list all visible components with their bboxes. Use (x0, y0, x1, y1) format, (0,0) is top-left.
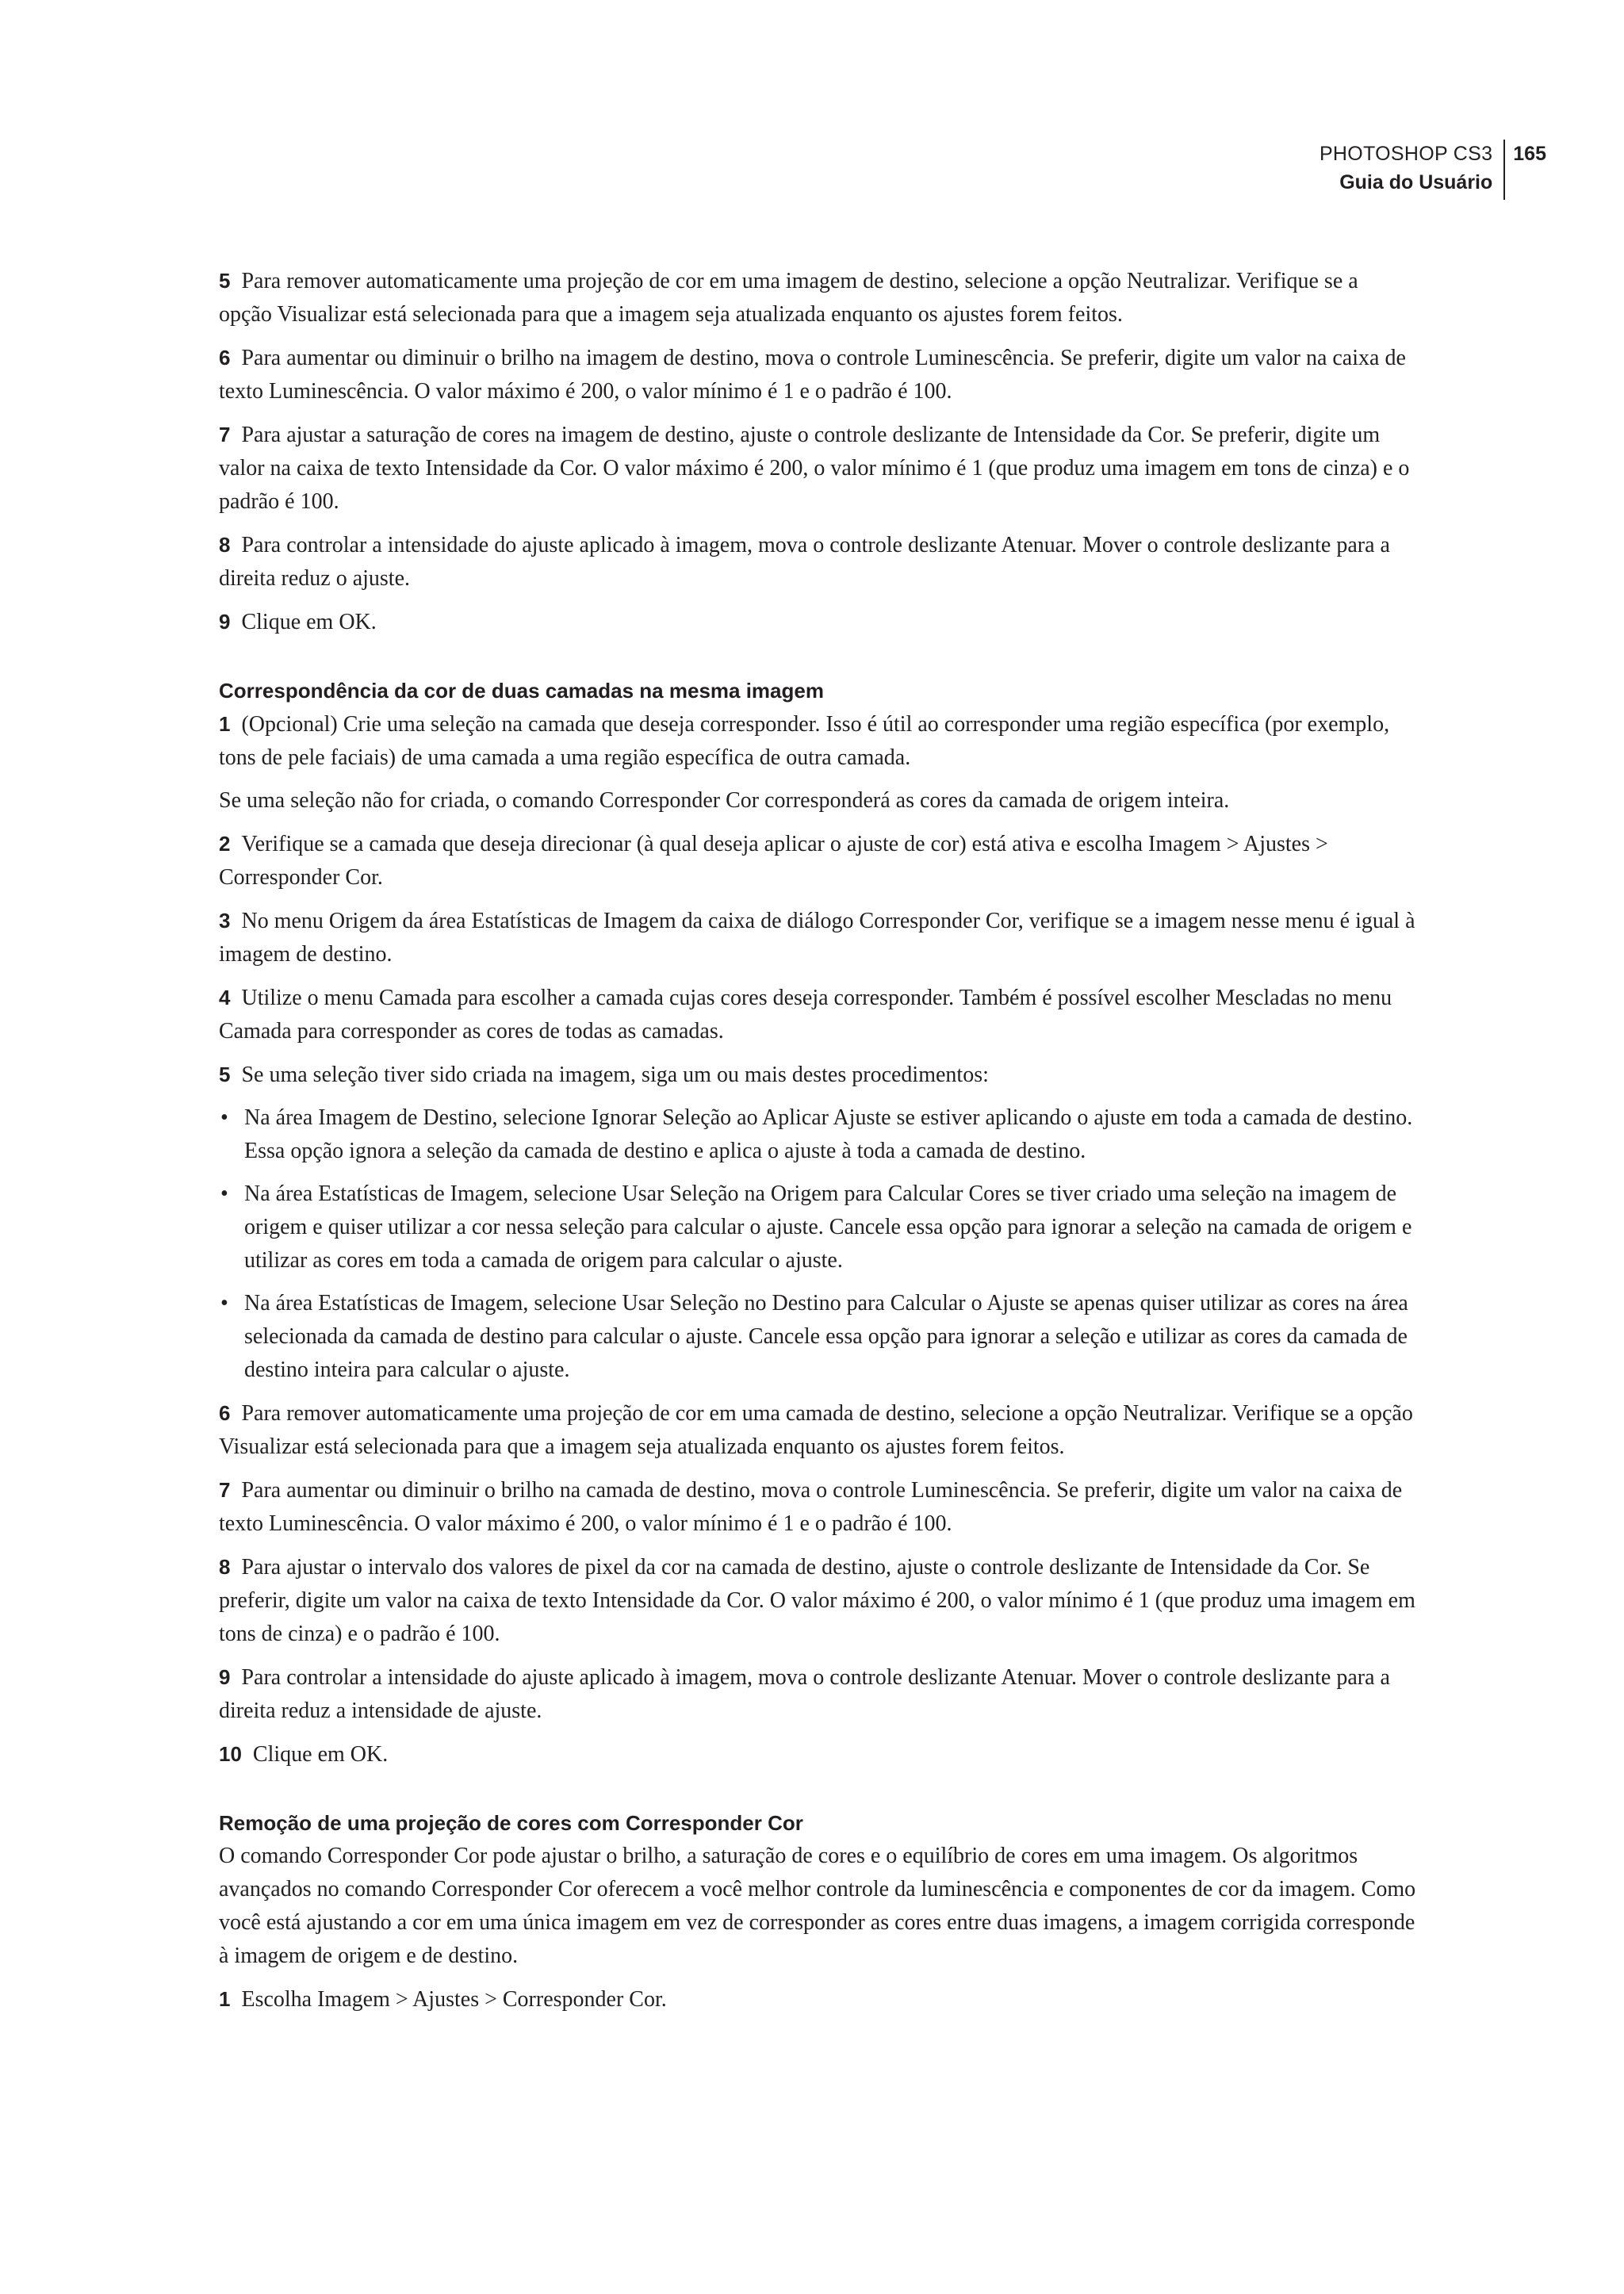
step-number: 9 (219, 1665, 231, 1689)
step-item (219, 1982, 1416, 2016)
step-text: Clique em OK. (241, 610, 377, 634)
step-text: No menu Origem da área Estatísticas de Imagem da caixa de diálogo Corresponder Cor, verifique se a imagem nesse menu é igual à imagem de destino. (219, 909, 1415, 967)
step-item (219, 1473, 1416, 1541)
step-text: Para remover automaticamente uma projeção de cor em uma imagem de destino, selecione a opção Neutralizar. Verifique se a opção Visualizar está selecionada para que a imagem seja atualizada enquanto os ajustes forem feitos. (219, 269, 1358, 327)
bullet-mark: • (220, 1105, 228, 1130)
step-item (219, 827, 1416, 894)
intro-paragraph: O comando Corresponder Cor pode ajustar o brilho, a saturação de cores e o equilíbrio de cores em uma imagem. Os algoritmos avançados no comando Corresponder Cor oferecem a você melhor controle da luminescência e componentes de cor da imagem. Como você está ajustando a cor em uma única imagem em vez de corresponder as cores entre duas imagens, a imagem corrigida corresponde à imagem de origem e de destino. (219, 1844, 1416, 1968)
step-item (219, 1660, 1416, 1728)
step-text: Para ajustar a saturação de cores na imagem de destino, ajuste o controle deslizante de Intensidade da Cor. Se preferir, digite um valor na caixa de texto Intensidade da Cor. O valor máximo é 200, o valor mínimo é 1 (que produz uma imagem em tons de cinza) e o padrão é 100. (219, 423, 1410, 514)
step-item (219, 341, 1416, 408)
section-heading: Correspondência da cor de duas camadas na mesma imagem (219, 679, 824, 703)
step-item (219, 707, 1416, 775)
step-number: 5 (219, 269, 231, 293)
bullet-mark: • (220, 1291, 228, 1316)
bullet-item (219, 1101, 1416, 1168)
step-number: 7 (219, 1478, 231, 1502)
note-paragraph: Se uma seleção não for criada, o comando Corresponder Cor corresponderá as cores da camada de origem inteira. (219, 788, 1230, 813)
step-item (219, 1396, 1416, 1464)
step-item (219, 528, 1416, 596)
step-text: Para controlar a intensidade do ajuste aplicado à imagem, mova o controle deslizante Atenuar. Mover o controle deslizante para a direita reduz o ajuste. (219, 533, 1390, 591)
header-subtitle: Guia do Usuário (1339, 171, 1493, 193)
step-number: 3 (219, 909, 231, 933)
step-number: 7 (219, 423, 231, 446)
page-body (219, 264, 1416, 2026)
step-text: Verifique se a camada que deseja direcionar (à qual deseja aplicar o ajuste de cor) está ativa e escolha Imagem > Ajustes > Corresponder Cor. (219, 832, 1328, 890)
step-text: Para ajustar o intervalo dos valores de pixel da cor na camada de destino, ajuste o controle deslizante de Intensidade da Cor. Se preferir, digite um valor na caixa de texto Intensidade da Cor. O valor máximo é 200, o valor mínimo é 1 (que produz uma imagem em tons de cinza) e o padrão é 100. (219, 1555, 1415, 1646)
step-number: 2 (219, 832, 231, 856)
step-item (219, 605, 1416, 639)
step-number: 4 (219, 986, 231, 1009)
step-number: 6 (219, 1401, 231, 1425)
step-number: 1 (219, 1987, 231, 2011)
step-number: 9 (219, 610, 231, 634)
header-title: PHOTOSHOP CS3 (1319, 143, 1493, 165)
step-item (219, 1737, 1416, 1771)
step-text: Escolha Imagem > Ajustes > Corresponder Cor. (241, 1987, 667, 2012)
step-number: 10 (219, 1742, 242, 1766)
step-item (219, 904, 1416, 971)
bullet-mark: • (220, 1181, 228, 1206)
step-item (219, 264, 1416, 331)
step-text: Para aumentar ou diminuir o brilho na imagem de destino, mova o controle Luminescência. Se preferir, digite um valor na caixa de texto Luminescência. O valor máximo é 200, o valor mínimo é 1 e o padrão é 100. (219, 346, 1406, 404)
step-text: (Opcional) Crie uma seleção na camada que deseja corresponder. Isso é útil ao corresponder uma região específica (por exemplo, tons de pele faciais) de uma camada a uma região específica de outra camada. (219, 712, 1390, 770)
step-text: Para aumentar ou diminuir o brilho na camada de destino, mova o controle Luminescência. Se preferir, digite um valor na caixa de texto Luminescência. O valor máximo é 200, o valor mínimo é 1 e o padrão é 100. (219, 1478, 1403, 1536)
running-header (1320, 140, 1546, 200)
step-text: Clique em OK. (252, 1742, 389, 1767)
page-number: 165 (1513, 143, 1546, 165)
step-item (219, 981, 1416, 1048)
step-item (219, 1550, 1416, 1651)
step-text: Utilize o menu Camada para escolher a camada cujas cores deseja corresponder. Também é possível escolher Mescladas no menu Camada para corresponder as cores de todas as camadas. (219, 986, 1392, 1044)
bullet-item (219, 1178, 1416, 1277)
header-text-block (1320, 140, 1505, 200)
bullet-text: Na área Estatísticas de Imagem, selecione Usar Seleção no Destino para Calcular o Ajuste se apenas quiser utilizar as cores na área selecionada da camada de destino para calcular o ajuste. Cancele essa opção para ignorar a seleção e utilizar as cores da camada de destino inteira para calcular o ajuste. (244, 1291, 1408, 1382)
step-text: Se uma seleção tiver sido criada na imagem, siga um ou mais destes procedimentos: (241, 1063, 989, 1087)
step-number: 5 (219, 1063, 231, 1086)
step-number: 1 (219, 712, 231, 736)
step-text: Para remover automaticamente uma projeção de cor em uma camada de destino, selecione a opção Neutralizar. Verifique se a opção Visualizar está selecionada para que a imagem seja atualizada enquanto os ajustes forem feitos. (219, 1401, 1413, 1459)
step-number: 8 (219, 1555, 231, 1579)
step-text: Para controlar a intensidade do ajuste aplicado à imagem, mova o controle deslizante Atenuar. Mover o controle deslizante para a direita reduz a intensidade de ajuste. (219, 1665, 1390, 1723)
step-number: 6 (219, 346, 231, 370)
step-number: 8 (219, 533, 231, 557)
section-heading: Remoção de uma projeção de cores com Corresponder Cor (219, 1811, 803, 1835)
bullet-text: Na área Imagem de Destino, selecione Ignorar Seleção ao Aplicar Ajuste se estiver aplicando o ajuste em toda a camada de destino. Essa opção ignora a seleção da camada de destino e aplica o ajuste à toda a camada de destino. (244, 1105, 1413, 1163)
bullet-text: Na área Estatísticas de Imagem, selecione Usar Seleção na Origem para Calcular Cores se tiver criado uma seleção na imagem de origem e quiser utilizar a cor nessa seleção para calcular o ajuste. Cancele essa opção para ignorar a seleção na camada de origem e utilizar as cores em toda a camada de origem para calcular o ajuste. (244, 1181, 1412, 1273)
step-item (219, 1058, 1416, 1092)
step-item (219, 418, 1416, 519)
bullet-item (219, 1287, 1416, 1387)
